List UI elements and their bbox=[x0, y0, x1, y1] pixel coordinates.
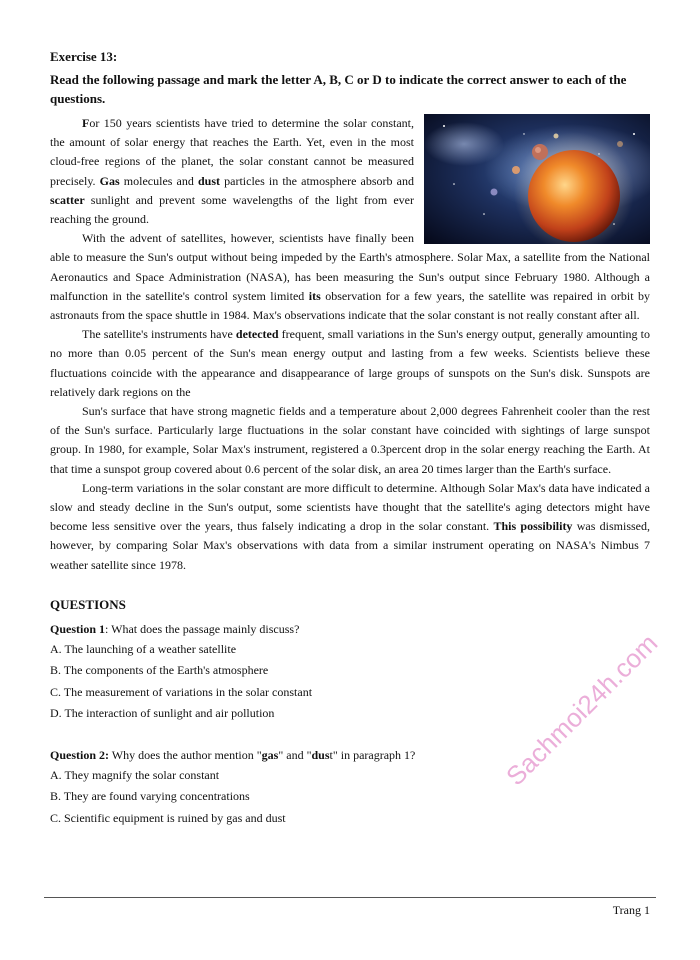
solar-system-illustration-icon bbox=[424, 114, 650, 244]
paragraph-3: The satellite's instruments have detected frequent, small variations in the Sun's energy output, generally amounting to no more than 0.05 percent of the Sun's mean energy output and lasting from a few weeks. Scientists believe these fluctuations coincide with the appearance and disappearance of large groups of sunspots on the Sun's disk. Sunspots are relatively dark regions on the bbox=[50, 327, 650, 399]
question-2 bbox=[50, 745, 650, 830]
footer-divider bbox=[44, 897, 656, 898]
question-2-option-b[interactable]: B. They are found varying concentrations bbox=[50, 789, 250, 804]
question-2-option-c[interactable]: C. Scientific equipment is ruined by gas and dust bbox=[50, 810, 286, 825]
page-number: Trang 1 bbox=[612, 903, 650, 917]
paragraph-4: Sun's surface that have strong magnetic fields and a temperature about 2,000 degrees Fahrenheit cooler than the rest of the Sun's surface. Particularly large fluctuations in the solar constant have coincided with sightings of large sunspot group. In 1980, for example, Solar Max's instrument, registered a 0.3percent drop in the solar energy reaching the Earth. At that time a sunspot group covered about 0.6 percent of the solar disk, an area 20 times larger than the Earth's surface. bbox=[50, 404, 650, 476]
watermark: Sachmoi24h.com bbox=[500, 627, 664, 792]
instructions: Read the following passage and mark the letter A, B, C or D to indicate the correct answer to each of the questions. bbox=[50, 72, 627, 106]
paragraph-1-wrap bbox=[50, 114, 650, 229]
question-1-option-c[interactable]: C. The measurement of variations in the solar constant bbox=[50, 684, 313, 699]
paragraph-2: With the advent of satellites, however, scientists have finally been able to measure the Sun's output without being impeded by the Earth's atmosphere. Solar Max, a satellite from the National Aeronautics and Space Administration (NASA), has been measuring the Sun's output since February 1980. Although a malfunction in the satellite's control system limited its observation for a few years, the satellite was repaired in orbit by astronauts from the space shuttle in 1984. Max's observations indicate that the solar constant is not really constant after all. bbox=[50, 231, 650, 323]
question-1-option-a[interactable]: A. The launching of a weather satellite bbox=[50, 641, 237, 656]
paragraph-1: For 150 years scientists have tried to determine the solar constant, the amount of solar energy that reaches the Earth. Yet, even in the most cloud-free regions of the planet, the solar constant cannot be measured precisely. Gas molecules and dust particles in the atmosphere absorb and scatter sunlight and prevent some wavelengths of the light from ever reaching the ground. bbox=[50, 116, 414, 227]
question-2-option-a[interactable]: A. They magnify the solar constant bbox=[50, 767, 220, 782]
questions-heading: QUESTIONS bbox=[50, 596, 126, 612]
paragraph-5: Long-term variations in the solar constant are more difficult to determine. Although Solar Max's data have indicated a slow and steady decline in the Sun's output, some scientists have thought that the satellite's aging detectors might have become less sensitive over the years, thus falsely indicating a drop in the solar constant. This possibility was dismissed, however, by comparing Solar Max's observations with data from a similar instrument operating on NASA's Nimbus 7 weather satellite since 1978. bbox=[50, 480, 651, 572]
exercise-title: Exercise 13: bbox=[50, 49, 118, 64]
question-2-stem: Question 2: Why does the author mention "gas" and "dust" in paragraph 1? bbox=[50, 747, 416, 762]
question-1-option-b[interactable]: B. The components of the Earth's atmosphere bbox=[50, 663, 269, 678]
solar-system-image bbox=[424, 114, 650, 244]
question-1-stem: Question 1: What does the passage mainly discuss? bbox=[50, 621, 300, 636]
question-1-option-d[interactable]: D. The interaction of sunlight and air pollution bbox=[50, 706, 275, 721]
